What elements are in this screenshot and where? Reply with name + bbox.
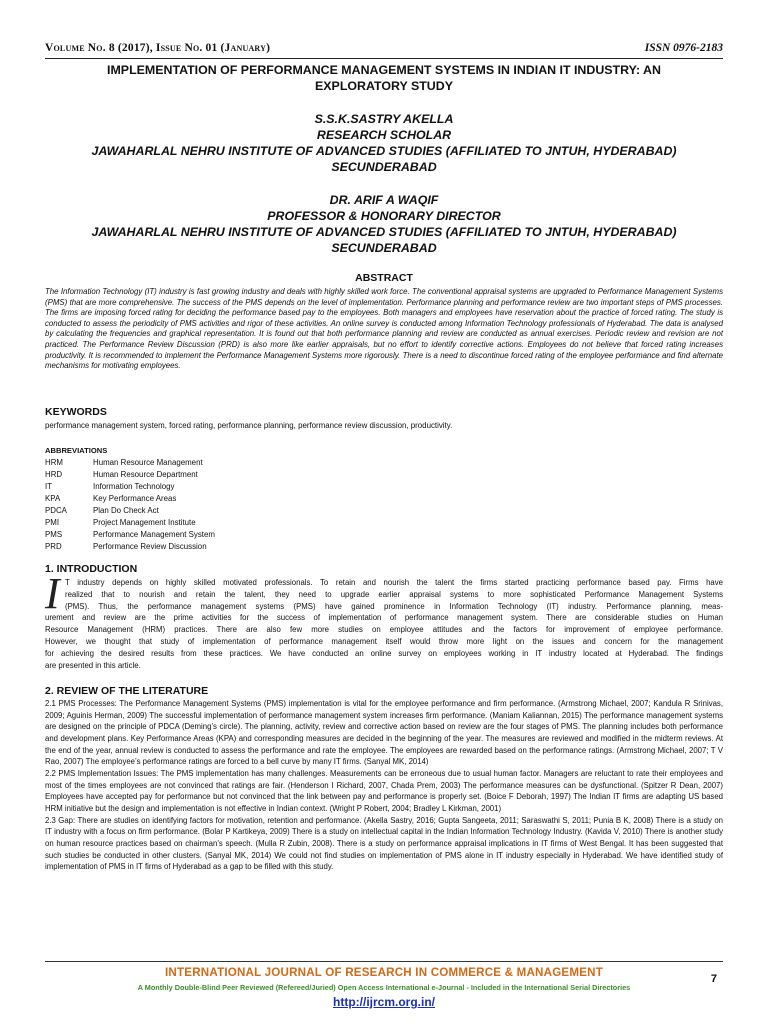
- drop-cap: I: [45, 569, 60, 618]
- literature-text: [45, 698, 723, 873]
- abbreviation-row: [45, 541, 215, 553]
- abbreviation-full: Performance Review Discussion: [93, 542, 207, 551]
- abstract-text: The Information Technology (IT) industry is fast growing industry and deals with highly skilled work force. The conventional appraisal systems are upgraded to Performance Management Systems (PMS) that are more comprehensive. The success of the PMS depends on the level of implementation. Performance planning and performance review are two important steps of PMS processes. The firms are imposing forced rating for deciding the performance based pay to the employees. Both managers and employees have reservation about the practice of forced rating. The study is conducted to assess the periodicity of PMS activities and rigor of these activities. An online survey is conducted among Information Technology professionals of Hyderabad. The data is analysed by calculating the frequencies and graphical representation. It is found out that both performance planning and review are conducted as annual exercises. Periodic review and revision are not practiced. The Performance Review Discussion (PRD) is also more like earlier appraisals, but no effort to identify corrective actions. Employees do not believe that forced rating increases productivity. It is recommended to implement the Performance Management Systems more rigorously. There is a need to discontinue forced rating of the employee performance and find alternate mechanisms for motivating employees.: [45, 287, 723, 371]
- journal-page: [45, 0, 723, 1024]
- page-number: 7: [710, 973, 717, 985]
- literature-paragraph: 2.3 Gap: There are studies on identifying factors for motivation, retention and performance. (Akella Sastry, 2016; Gupta Sangeeta, 2011; Saraswathi S, 2011; Punia B K, 2008) There is a study on IT industry with a focus on firm performance. (Bolar P Kartikeya, 2009) There is a study on intellectual capital in the Indian Information Technology Industry. (Kavida V, 2010) There is another study on human resource practices based on chairman’s speech. (Mulla R Zubin, 2008). There is a study on performance appraisal implications in IT firms of West Bengal. It has been suggested that such studies be conducted in other clusters. (Sanyal MK, 2014) We could not find studies on implementation of PMS alone in IT industry especially in Hyderabad. We have identified study of implementation of PMS in IT firms of Hyderabad as a gap to be filled with this study.: [45, 815, 723, 872]
- intro-line: However, we thought that study of implementation of performance management itself would throw more light on the issues and concern for the management: [45, 636, 723, 646]
- abbreviation-full: Project Management Institute: [93, 518, 196, 527]
- abbreviation-row: [45, 517, 215, 529]
- intro-line: realized that to nourish and retain the talent, they need to upgrade earlier appraisal systems to more sophisticated Performance Management Systems: [65, 589, 723, 599]
- header-rule: [45, 58, 723, 59]
- author-city: SECUNDERABAD: [331, 160, 437, 174]
- journal-name: INTERNATIONAL JOURNAL OF RESEARCH IN COMMERCE & MANAGEMENT: [165, 966, 603, 979]
- abbreviation: HRD: [45, 470, 63, 479]
- abbreviation-row: [45, 481, 215, 493]
- author-name: S.S.K.SASTRY AKELLA: [314, 112, 454, 126]
- literature-heading: 2. REVIEW OF THE LITERATURE: [45, 685, 209, 697]
- abbreviation-full: Plan Do Check Act: [93, 506, 159, 515]
- abbreviation-full: Key Performance Areas: [93, 494, 177, 503]
- abbreviations-heading: ABBREVIATIONS: [45, 446, 108, 455]
- keywords-heading: KEYWORDS: [45, 406, 107, 418]
- title-line: EXPLORATORY STUDY: [315, 79, 453, 93]
- intro-line: Resource Management (HRM) practices. There are also few more studies on employee attitudes and the factors for improvement of employee performance.: [45, 625, 723, 635]
- abbreviation-full: Information Technology: [93, 482, 175, 491]
- author-city: SECUNDERABAD: [331, 241, 437, 255]
- author-block: [45, 111, 723, 175]
- footer-rule: [45, 961, 723, 962]
- keywords-text: performance management system, forced rating, performance planning, performance review discussion, productivity.: [45, 421, 453, 430]
- abbreviation: IT: [45, 482, 53, 491]
- journal-url-link[interactable]: http://ijrcm.org.in/: [333, 995, 435, 1009]
- journal-subtitle: A Monthly Double-Blind Peer Reviewed (Refereed/Juried) Open Access International e-Journal - Included in the International Serial Directories: [137, 983, 631, 992]
- paper-title: [45, 62, 723, 94]
- title-line: IMPLEMENTATION OF PERFORMANCE MANAGEMENT SYSTEMS IN INDIAN IT INDUSTRY: AN: [107, 63, 661, 77]
- intro-line: urement and review are the prime activities for the success of implementation of performance management system. There are considerable studies on Human: [45, 613, 723, 623]
- abbreviation: PMS: [45, 530, 63, 539]
- intro-line: are presented in this article.: [45, 660, 141, 670]
- abstract-heading: ABSTRACT: [355, 272, 413, 284]
- introduction-heading: 1. INTRODUCTION: [45, 563, 138, 575]
- author-role: PROFESSOR & HONORARY DIRECTOR: [267, 209, 501, 223]
- abbreviation: HRM: [45, 458, 63, 467]
- issn: ISSN 0976-2183: [644, 42, 723, 54]
- volume-issue: Volume No. 8 (2017), Issue No. 01 (January): [45, 42, 271, 54]
- author-block: [45, 192, 723, 256]
- running-head: [45, 42, 723, 56]
- abbreviation-full: Human Resource Management: [93, 458, 203, 467]
- abbreviation-row: [45, 505, 215, 517]
- author-affiliation: JAWAHARLAL NEHRU INSTITUTE OF ADVANCED STUDIES (AFFILIATED TO JNTUH, HYDERABAD): [91, 225, 677, 239]
- author-role: RESEARCH SCHOLAR: [316, 128, 452, 142]
- abbreviation: PRD: [45, 542, 62, 551]
- literature-paragraph: 2.2 PMS Implementation Issues: The PMS implementation has many challenges. Measurements can be erroneous due to usual human factor. Managers are reluctant to rate their employees and most of the times employees are not convinced that ratings are fair. (Henderson I Richard, 2007, Chada Prem, 2003) The performance measures can be dysfunctional. (Spitzer R Dean, 2007) Employees have accepted pay for performance but not convinced that the link between pay and performance is properly set. (Boice F Deborah, 1997) The Indian IT firms are adapting US based HRM initiative but the design and implementation is not effective in Indian context. (Wright P Robert, 2004; Bradley L Kirkman, 2001): [45, 768, 723, 813]
- abbreviation: KPA: [45, 494, 61, 503]
- intro-line: T industry depends on highly skilled motivated professionals. To retain and nourish the talent the firms started practicing performance based pay. Firms have: [65, 578, 723, 587]
- abbreviation: PDCA: [45, 506, 67, 515]
- abbreviation-row: [45, 493, 215, 505]
- intro-line: for achieving the desired results from these practices. We have conducted an online survey on employees working in IT industry located at Hyderabad. The findings: [45, 648, 723, 658]
- author-affiliation: JAWAHARLAL NEHRU INSTITUTE OF ADVANCED STUDIES (AFFILIATED TO JNTUH, HYDERABAD): [91, 144, 677, 158]
- intro-line: (PMS). Thus, the performance management systems (PMS) have gained prominence in Information Technology (IT) industry. Performance planning, meas-: [65, 601, 723, 611]
- abbreviation-full: Human Resource Department: [93, 470, 198, 479]
- abbreviation-row: [45, 457, 215, 469]
- literature-paragraph: 2.1 PMS Processes: The Performance Management Systems (PMS) implementation is vital for the employee performance and firm performance. (Armstrong Michael, 2007; Kandula R Srinivas, 2009; Aguinis Herman, 2009) The successful implementation of performance management system increases firm performance. (Maniam Kaliannan, 2015) The performance management systems are designed on the principle of PDCA (Deming’s circle). The planning, activity, review and corrective action based on review are the four stages of PMS. The planning includes both performance and development plans. Key Performance Areas (KPA) and corresponding measures are decided in the beginning of the year. The measures are reviewed and modified in the midterm reviews. At the end of the year, annual review is conducted to assess the performance and rate the employee. The employees are rewarded based on the performance ratings. (Armstrong Michael, 2007; T V Rao, 2007) The employee’s performance ratings are forced to a bell curve by many IT firms. (Sanyal MK, 2014): [45, 699, 723, 767]
- abbreviations-list: [45, 457, 215, 553]
- author-name: DR. ARIF A WAQIF: [329, 193, 439, 207]
- abbreviation-full: Performance Management System: [93, 530, 215, 539]
- abbreviation-row: [45, 469, 215, 481]
- abbreviation-row: [45, 529, 215, 541]
- abbreviation: PMI: [45, 518, 60, 527]
